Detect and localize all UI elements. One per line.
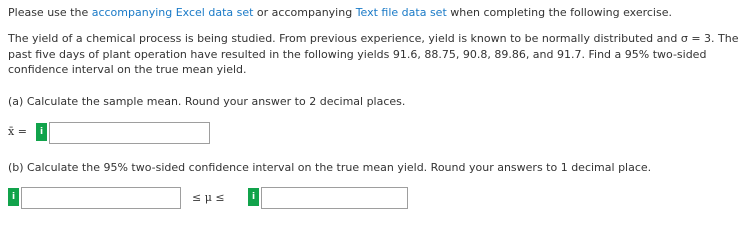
problem-statement: The yield of a chemical process is being studied. From previous experience, yield is known to be normally distributed and σ = 3. The past five days of plant operation have resulted in the following yields 91.6, 88.75, 90.8, 89.86, and 91.7. Find a 95% two-sided confidence interval on the true mean yield. — [8, 32, 739, 76]
intro-prefix: Please use the — [8, 6, 92, 19]
mean-bounds-symbol: ≤ μ ≤ — [192, 191, 225, 204]
ci-upper-bound-input[interactable] — [261, 187, 408, 209]
excel-data-link[interactable]: accompanying Excel data set — [91, 6, 254, 19]
intro-middle: or accompanying — [253, 6, 356, 19]
intro-line — [8, 6, 672, 20]
intro-suffix: when completing the following exercise. — [446, 6, 672, 19]
info-icon[interactable]: i — [36, 123, 47, 141]
info-icon[interactable]: i — [248, 188, 259, 206]
part-b-prompt: (b) Calculate the 95% two-sided confidence interval on the true mean yield. Round your answers to 1 decimal place. — [8, 161, 652, 174]
sample-mean-label: x̄ = — [8, 125, 27, 138]
info-icon[interactable]: i — [8, 188, 19, 206]
part-a-prompt: (a) Calculate the sample mean. Round your answer to 2 decimal places. — [8, 95, 406, 108]
sample-mean-input[interactable] — [49, 122, 210, 144]
ci-lower-bound-input[interactable] — [21, 187, 181, 209]
text-file-data-link[interactable]: Text file data set — [355, 6, 447, 19]
